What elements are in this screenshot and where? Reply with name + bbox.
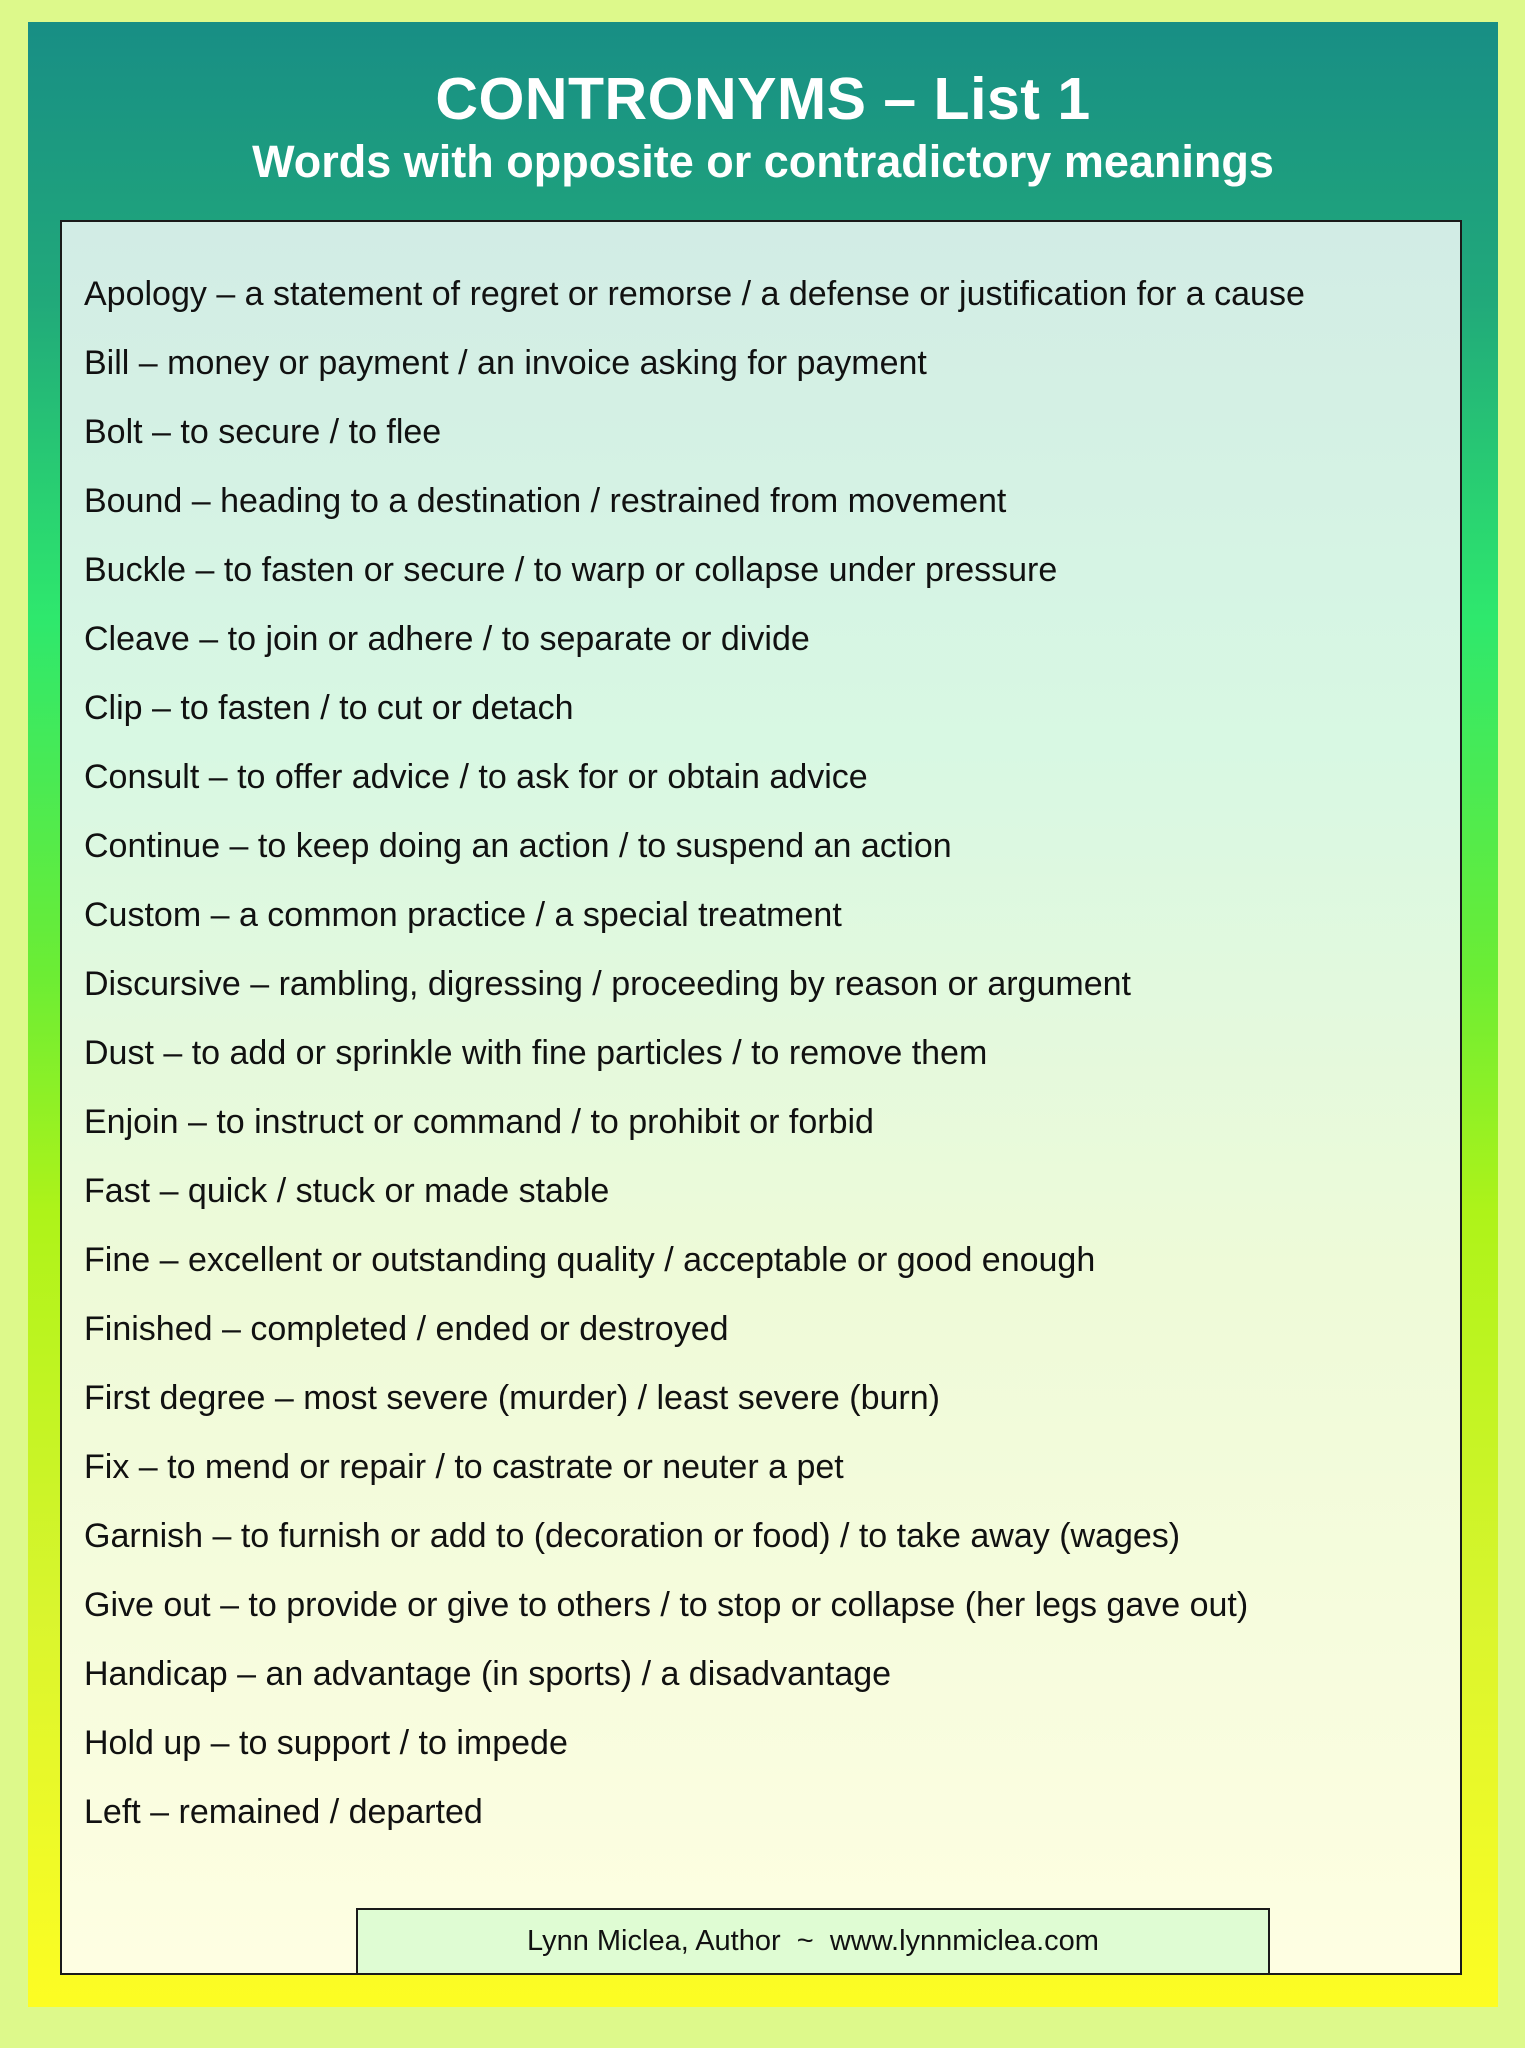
list-item: Clip – to fasten / to cut or detach — [84, 689, 574, 727]
list-item: Fix – to mend or repair / to castrate or neuter a pet — [84, 1448, 844, 1486]
list-item: Finished – completed / ended or destroyed — [84, 1310, 729, 1348]
list-item: Fine – excellent or outstanding quality / acceptable or good enough — [84, 1241, 1096, 1279]
list-item: Consult – to offer advice / to ask for or obtain advice — [84, 758, 868, 796]
list-item: Cleave – to join or adhere / to separate or divide — [84, 620, 810, 658]
list-item: Fast – quick / stuck or made stable — [84, 1172, 610, 1210]
list-item: Garnish – to furnish or add to (decoration or food) / to take away (wages) — [84, 1517, 1181, 1555]
list-item: First degree – most severe (murder) / least severe (burn) — [84, 1379, 940, 1417]
list-item: Left – remained / departed — [84, 1793, 483, 1831]
list-item: Give out – to provide or give to others / to stop or collapse (her legs gave out) — [84, 1586, 1249, 1624]
list-item: Bound – heading to a destination / restrained from movement — [84, 482, 1007, 520]
list-item: Custom – a common practice / a special treatment — [84, 896, 842, 934]
word-list — [84, 260, 1305, 1847]
list-item: Handicap – an advantage (in sports) / a disadvantage — [84, 1655, 892, 1693]
list-item: Bolt – to secure / to flee — [84, 413, 442, 451]
author-credit: Lynn Miclea, Author ~ www.lynnmiclea.com — [356, 1908, 1270, 1975]
list-item: Buckle – to fasten or secure / to warp or collapse under pressure — [84, 551, 1058, 589]
list-item: Bill – money or payment / an invoice asking for payment — [84, 344, 927, 382]
page-title: CONTRONYMS – List 1 — [435, 66, 1091, 132]
list-item: Dust – to add or sprinkle with fine particles / to remove them — [84, 1034, 988, 1072]
list-item: Continue – to keep doing an action / to suspend an action — [84, 827, 952, 865]
list-item: Discursive – rambling, digressing / proceeding by reason or argument — [84, 965, 1131, 1003]
word-list-panel — [60, 220, 1462, 1975]
list-item: Apology – a statement of regret or remorse / a defense or justification for a cause — [84, 275, 1305, 313]
poster — [28, 22, 1498, 2007]
list-item: Hold up – to support / to impede — [84, 1724, 568, 1762]
list-item: Enjoin – to instruct or command / to prohibit or forbid — [84, 1103, 874, 1141]
page-subtitle: Words with opposite or contradictory meanings — [252, 136, 1274, 187]
